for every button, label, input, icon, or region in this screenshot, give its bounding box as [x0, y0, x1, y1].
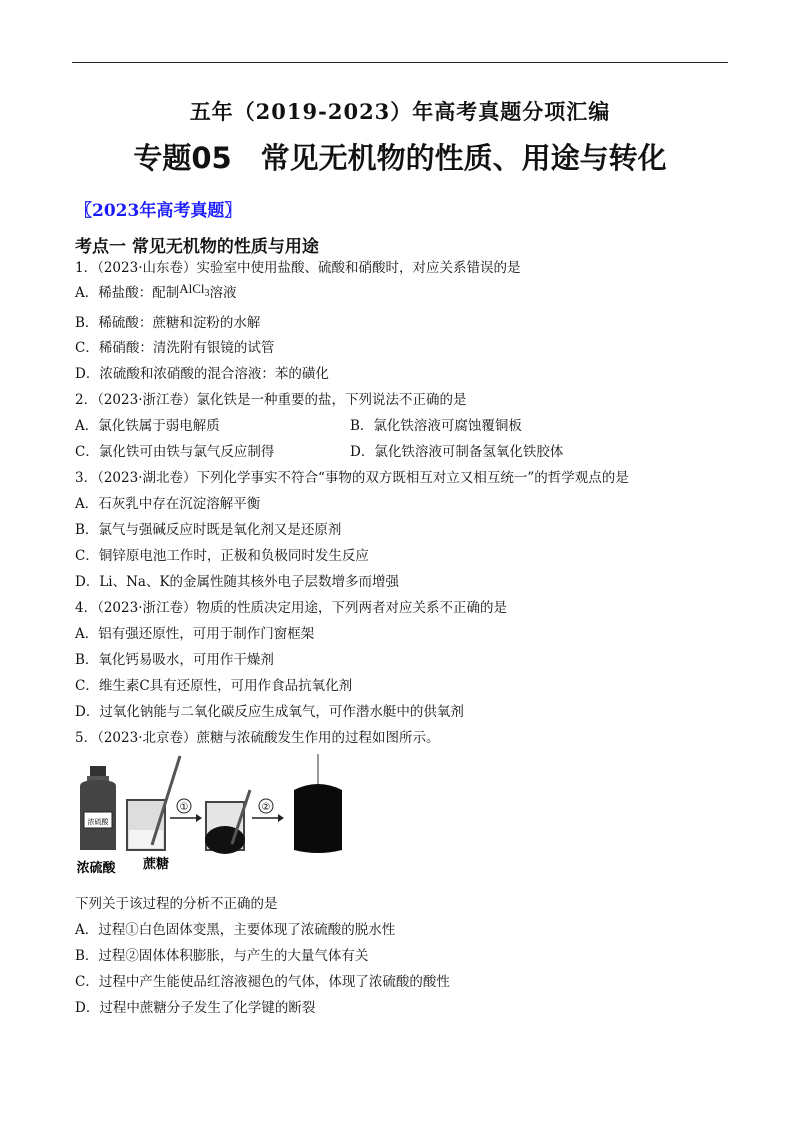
formula-alcl3: AlCl$_3$: [179, 281, 210, 299]
question-5-option-c: C．过程中产生能使品红溶液褪色的气体，体现了浓硫酸的酸性: [75, 974, 450, 990]
question-5-option-b: B．过程②固体体积膨胀，与产生的大量气体有关: [75, 948, 369, 964]
question-2-stem: 2．（2023·浙江卷）氯化铁是一种重要的盐，下列说法不正确的是: [75, 392, 467, 408]
beaker-sugar-icon: [127, 756, 180, 850]
experiment-illustration: [72, 750, 372, 880]
question-3-option-b: B．氯气与强碱反应时既是氧化剂又是还原剂: [75, 522, 342, 538]
beaker-expanded-icon: [294, 754, 342, 853]
question-5-lead: 下列关于该过程的分析不正确的是: [75, 896, 278, 912]
question-2-option-d: D．氯化铁溶液可制备氢氧化铁胶体: [350, 444, 564, 460]
figure-label-acid: 浓硫酸: [76, 861, 116, 876]
question-2-option-b: B．氯化铁溶液可腐蚀覆铜板: [350, 418, 522, 434]
question-3-option-d: D．Li、Na、K的金属性随其核外电子层数增多而增强: [75, 574, 400, 590]
question-3-option-a: A．石灰乳中存在沉淀溶解平衡: [75, 496, 261, 512]
question-1-option-d: D．浓硫酸和浓硝酸的混合溶液：苯的磺化: [75, 366, 329, 382]
question-4-option-a: A．铝有强还原性，可用于制作门窗框架: [75, 626, 315, 642]
step-2-label: ②: [261, 802, 271, 813]
page-title: 五年（2019-2023）年高考真题分项汇编: [189, 99, 611, 124]
acid-bottle-icon: [80, 766, 116, 850]
question-1-option-a: [75, 281, 237, 301]
question-4-option-d: D．过氧化钠能与二氧化碳反应生成氧气，可作潜水艇中的供氧剂: [75, 704, 464, 720]
experiment-figure: [72, 750, 372, 880]
question-4-option-c: C．维生素C具有还原性，可用作食品抗氧化剂: [75, 678, 353, 694]
question-3-option-c: C．铜锌原电池工作时，正极和负极同时发生反应: [75, 548, 369, 564]
option-a-suffix: 溶液: [209, 285, 237, 301]
question-2-option-a: A．氯化铁属于弱电解质: [75, 418, 220, 434]
section-heading: 〖2023年高考真题〗: [75, 201, 242, 221]
question-4-option-b: B．氧化钙易吸水，可用作干燥剂: [75, 652, 274, 668]
step-1-label: ①: [179, 802, 189, 813]
option-a-prefix: A．稀盐酸：配制: [75, 285, 180, 301]
page-subtitle: 专题05 常见无机物的性质、用途与转化: [133, 141, 667, 175]
question-3-stem: 3．（2023·湖北卷）下列化学事实不符合“事物的双方既相互对立又相互统一”的哲学观点的是: [75, 470, 629, 486]
question-4-stem: 4．（2023·浙江卷）物质的性质决定用途，下列两者对应关系不正确的是: [75, 600, 507, 616]
question-2-option-c: C．氯化铁可由铁与氯气反应制得: [75, 444, 275, 460]
beaker-blackening-icon: [205, 790, 250, 854]
arrow-step-2-icon: [252, 799, 284, 822]
question-1-option-b: B．稀硫酸：蔗糖和淀粉的水解: [75, 315, 261, 331]
question-5-option-d: D．过程中蔗糖分子发生了化学键的断裂: [75, 1000, 316, 1016]
top-rule: [72, 62, 728, 63]
question-5-stem: 5．（2023·北京卷）蔗糖与浓硫酸发生作用的过程如图所示。: [75, 730, 440, 746]
topic-heading: 考点一 常见无机物的性质与用途: [75, 237, 319, 257]
question-1-option-c: C．稀硝酸：清洗附有银镜的试管: [75, 340, 275, 356]
figure-label-sugar: 蔗糖: [142, 857, 170, 872]
question-5-option-a: A．过程①白色固体变黑，主要体现了浓硫酸的脱水性: [75, 922, 396, 938]
arrow-step-1-icon: [170, 799, 202, 822]
question-1-stem: 1．（2023·山东卷）实验室中使用盐酸、硫酸和硝酸时，对应关系错误的是: [75, 260, 521, 276]
bottle-tag: 浓硫酸: [87, 818, 109, 826]
